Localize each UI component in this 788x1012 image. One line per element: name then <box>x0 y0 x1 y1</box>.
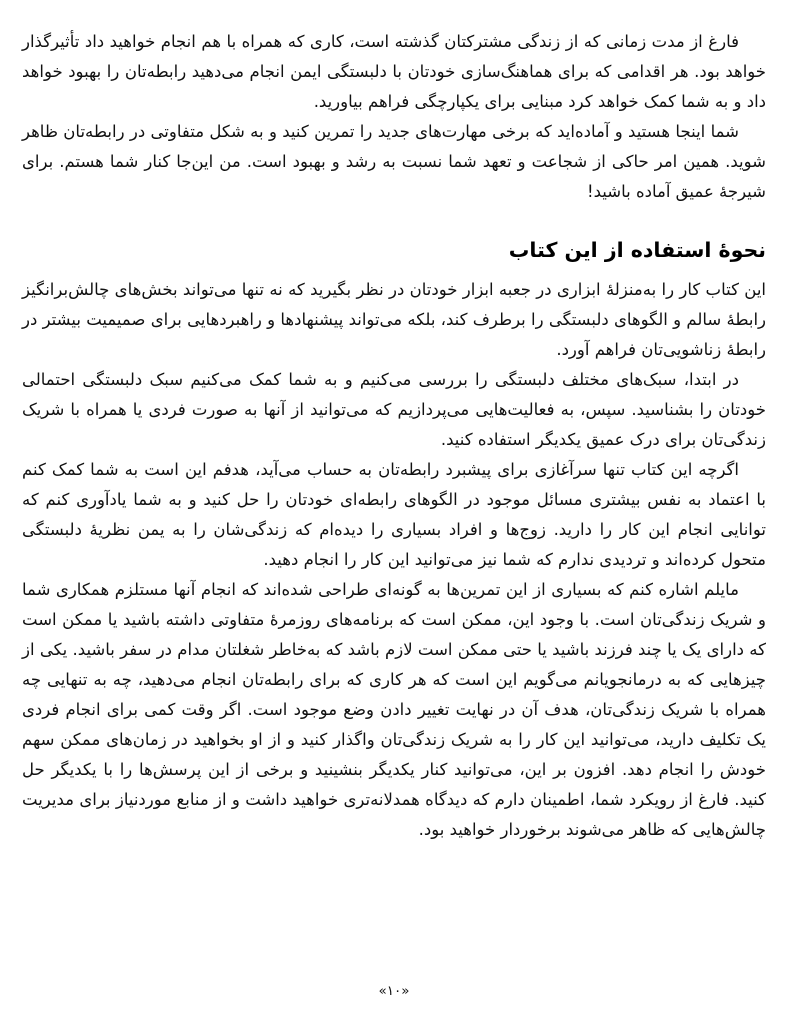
paragraph: فارغ از مدت زمانی که از زندگی مشترکتان گذشته است، کاری که همراه با هم انجام خواهید داد تأثیرگذار خواهد بود. هر اقدامی که برای هماهنگ‌سازی خودتان با دلبستگی ایمن انجام می‌دهید رابطه‌تان را بهبود خواهد داد و به شما کمک خواهد کرد مبنایی برای یکپارچگی فراهم بیاورید. <box>22 32 766 111</box>
paragraph: اگرچه این کتاب تنها سرآغازی برای پیشبرد رابطه‌تان به حساب می‌آید، هدفم این است به شما کمک کنم با اعتماد به نفس بیشتری مسائل موجود در الگوهای رابطه‌ای خودتان را حل کنید و به شما یادآوری کنم که توانایی انجام این کار را دارید. زوج‌ها و افراد بسیاری را دیده‌ام که زندگی‌شان را به یمن نظریهٔ دلبستگی متحول کرده‌اند و تردیدی ندارم که شما نیز می‌توانید این کار را انجام دهید. <box>22 460 766 569</box>
paragraph: شما اینجا هستید و آماده‌اید که برخی مهارت‌های جدید را تمرین کنید و به شکل متفاوتی در رابطه‌تان ظاهر شوید. همین امر حاکی از شجاعت و تعهد شما نسبت به رشد و بهبود است. من این‌جا کنار شما هستم. برای شیرجهٔ عمیق آماده باشید! <box>22 122 766 201</box>
paragraph: در ابتدا، سبک‌های مختلف دلبستگی را بررسی می‌کنیم و به شما کمک می‌کنیم سبک دلبستگی احتمالی خودتان را بشناسید. سپس، به فعالیت‌هایی می‌پردازیم که می‌توانید از آنها به صورت فردی یا همراه با شریک زندگی‌تان برای درک عمیق یکدیگر استفاده کنید. <box>22 370 766 449</box>
paragraph: مایلم اشاره کنم که بسیاری از این تمرین‌ها به گونه‌ای طراحی شده‌اند که انجام آنها مستلزم همکاری شما و شریک زندگی‌تان است. با وجود این، ممکن است که برنامه‌های روزمرهٔ متفاوتی داشته باشید یا ممکن است که دارای یک یا چند فرزند باشید یا حتی ممکن است لازم باشد که به‌خاطر شغلتان مدام در سفر باشید. یکی از چیزهایی که به درمانجویانم می‌گویم این است که هر کاری که برای رابطه‌تان انجام می‌دهید، چه به تنهایی چه همراه با شریک زندگی‌تان، هدف آن در نهایت تغییر دادن وضع موجود است. اگر وقت کمی برای انجام فردی یک تکلیف دارید، می‌توانید این کار را به شریک زندگی‌تان واگذار کنید و از او بخواهید در زمان‌های ممکن سهم خودش را انجام دهد. افزون بر این، می‌توانید کنار یکدیگر بنشینید و برخی از این پرسش‌ها را با یکدیگر حل کنید. فارغ از رویکرد شما، اطمینان دارم که دیدگاه همدلانه‌تری خواهید داشت و از منابع موردنیاز برای مدیریت چالش‌هایی که ظاهر می‌شوند برخوردار خواهید بود. <box>22 580 766 839</box>
page-number: «۱۰» <box>378 983 410 999</box>
paragraph: این کتاب کار را به‌منزلهٔ ابزاری در جعبه ابزار خودتان در نظر بگیرید که نه تنها می‌تواند بخش‌های چالش‌برانگیز رابطهٔ سالم و الگوهای دلبستگی را برطرف کند، بلکه می‌تواند پیشنهادها و راهبردهایی برای صمیمیت بیشتر در رابطهٔ زناشویی‌تان فراهم آورد. <box>22 280 766 359</box>
section-heading: نحوهٔ استفاده از این کتاب <box>508 238 766 262</box>
